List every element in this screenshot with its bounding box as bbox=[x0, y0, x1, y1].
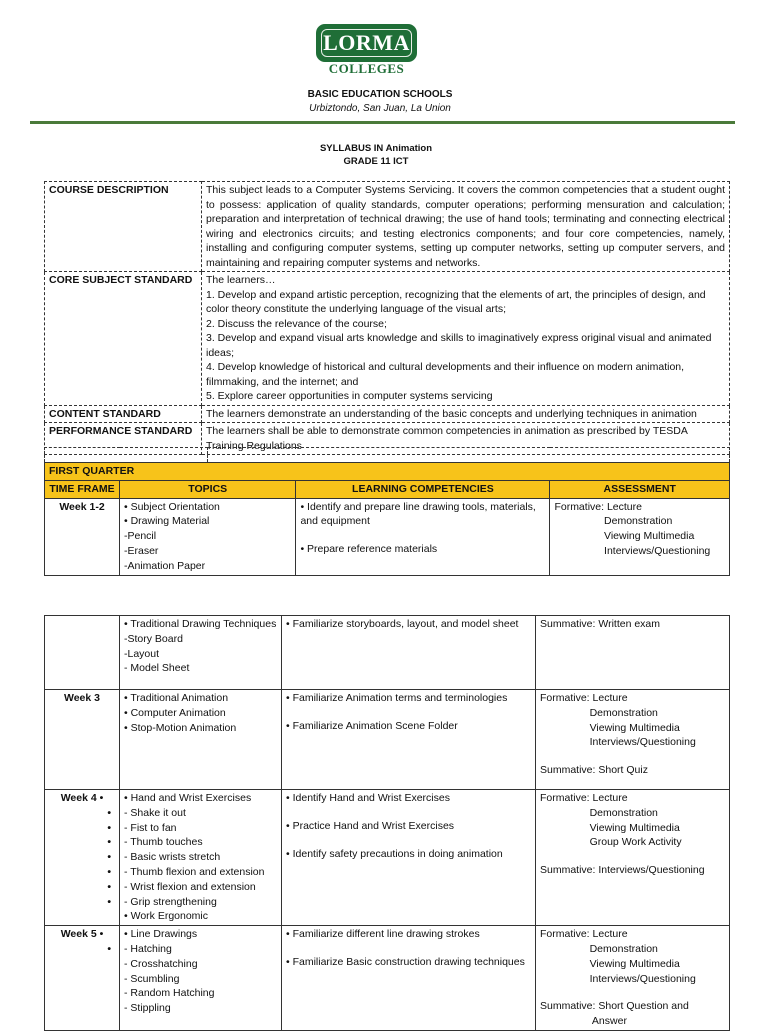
assessment-item: Answer bbox=[540, 1015, 627, 1028]
col-header-time-frame: TIME FRAME bbox=[45, 480, 120, 498]
table-row bbox=[45, 498, 730, 575]
spacer bbox=[286, 806, 531, 819]
assessment-cell bbox=[536, 926, 730, 1031]
quarter-label: FIRST QUARTER bbox=[45, 463, 730, 481]
assessment-item: Formative: Lecture bbox=[540, 692, 628, 704]
topics-cell bbox=[120, 690, 282, 790]
competency-item: • Prepare reference materials bbox=[300, 543, 438, 556]
bullet-mark: • bbox=[99, 928, 104, 941]
spacer bbox=[300, 529, 545, 542]
assessment-item: Summative: Short Question and bbox=[540, 1000, 689, 1013]
assessment-item: Viewing Multimedia bbox=[540, 957, 680, 970]
topics-cell bbox=[120, 616, 282, 690]
topic-item: - Wrist flexion and extension bbox=[124, 880, 256, 893]
topic-item: -Eraser bbox=[124, 544, 159, 557]
course-description-label: COURSE DESCRIPTION bbox=[45, 182, 202, 272]
assessment-cell bbox=[550, 498, 730, 575]
topic-item: - Hatching bbox=[124, 942, 172, 955]
topic-item: - Model Sheet bbox=[124, 662, 190, 675]
bullet-mark: • bbox=[107, 880, 111, 893]
topic-item: - Grip strengthening bbox=[124, 895, 217, 908]
assessment-item: Demonstration bbox=[540, 806, 658, 819]
bullet-mark: • bbox=[107, 836, 111, 849]
school-address: Urbiztondo, San Juan, La Union bbox=[309, 103, 451, 114]
table-row bbox=[45, 616, 730, 690]
spacer bbox=[286, 942, 531, 955]
competency-item: • Familiarize different line drawing strokes bbox=[286, 928, 480, 941]
topic-item: - Thumb flexion and extension bbox=[124, 865, 265, 878]
competencies-cell bbox=[296, 498, 550, 575]
logo-subtitle: COLLEGES bbox=[328, 61, 405, 76]
table-row bbox=[45, 790, 730, 926]
logo-text: LORMA bbox=[321, 29, 412, 57]
week-text: Week 4 bbox=[60, 792, 97, 804]
competencies-cell bbox=[282, 926, 536, 1031]
col-header-topics: TOPICS bbox=[120, 480, 296, 498]
spacer bbox=[540, 750, 725, 763]
core-standard-line: 2. Discuss the relevance of the course; bbox=[206, 317, 387, 330]
core-standard-line: 3. Develop and expand visual arts knowledge and skills to imaginatively express original visual and animated ideas; bbox=[206, 332, 712, 359]
bullet-column bbox=[49, 942, 115, 957]
topic-item: - Shake it out bbox=[124, 806, 186, 819]
syllabus-title: SYLLABUS IN Animation bbox=[319, 143, 433, 154]
assessment-item: Formative: Lecture bbox=[540, 928, 628, 941]
week-cell bbox=[45, 790, 120, 926]
bullet-mark: • bbox=[107, 851, 111, 864]
assessment-item: Viewing Multimedia bbox=[554, 530, 695, 543]
content-standard-text: The learners demonstrate an understanding of the basic concepts and underlying techniques in animation bbox=[202, 405, 730, 423]
week-label bbox=[45, 616, 120, 690]
grade-label: GRADE 11 ICT bbox=[343, 156, 409, 167]
topic-item: -Pencil bbox=[124, 530, 157, 543]
topic-item: • Drawing Material bbox=[124, 515, 210, 528]
assessment-item: Viewing Multimedia bbox=[540, 821, 680, 834]
topic-item: • Traditional Drawing Techniques bbox=[124, 618, 277, 630]
core-standard-row bbox=[45, 272, 730, 406]
col-header-assessment: ASSESSMENT bbox=[550, 480, 730, 498]
topics-cell bbox=[120, 926, 282, 1031]
content-standard-label: CONTENT STANDARD bbox=[45, 405, 202, 423]
core-standard-text bbox=[202, 272, 730, 406]
competencies-cell bbox=[282, 790, 536, 926]
core-standard-line: 5. Explore career opportunities in computer systems servicing bbox=[206, 390, 493, 402]
core-standard-label: CORE SUBJECT STANDARD bbox=[45, 272, 202, 406]
assessment-item: Summative: Written exam bbox=[540, 618, 661, 630]
header-row bbox=[45, 480, 730, 498]
topic-item: -Layout bbox=[124, 647, 160, 660]
bullet-column bbox=[49, 806, 115, 910]
competencies-cell bbox=[282, 616, 536, 690]
course-description-row bbox=[45, 182, 730, 272]
course-info-table bbox=[44, 181, 730, 455]
content-standard-row bbox=[45, 405, 730, 423]
topic-item: • Hand and Wrist Exercises bbox=[124, 792, 252, 804]
week-label: Week 3 bbox=[45, 690, 120, 790]
assessment-item: Summative: Short Quiz bbox=[540, 764, 648, 777]
topic-item: -Animation Paper bbox=[124, 559, 206, 572]
assessment-cell bbox=[536, 616, 730, 690]
assessment-item: Demonstration bbox=[540, 942, 658, 955]
topic-item: • Subject Orientation bbox=[124, 500, 220, 513]
assessment-item: Interviews/Questioning bbox=[540, 972, 696, 985]
core-standard-line: The learners… bbox=[206, 274, 276, 286]
competency-item: • Identify safety precautions in doing animation bbox=[286, 847, 503, 860]
competency-item: • Familiarize Animation terms and terminologies bbox=[286, 692, 508, 704]
core-standard-line: 1. Develop and expand artistic perception, recognizing that the elements of art, the principles of design, and color theory constitute the underlying language of the visual arts; bbox=[206, 288, 706, 315]
bullet-mark: • bbox=[107, 806, 111, 819]
spacer bbox=[286, 706, 531, 719]
topic-item: • Stop-Motion Animation bbox=[124, 721, 237, 734]
topic-item: • Traditional Animation bbox=[124, 692, 229, 704]
topic-item: - Fist to fan bbox=[124, 821, 177, 834]
course-description-text: This subject leads to a Computer Systems Servicing. It covers the common competencies that a student ought to possess: application of quality standards, computer operations; performing mensuration and calculation; preparation and interpretation of technical drawing; the use of hand tools; terminating and connecting electrical wiring and electronics circuits; and testing electronics components; and four core competencies, namely, installing and configuring computer systems, setting up computer networks, setting up computer servers, and maintaining and repairing computer systems and networks. bbox=[202, 182, 730, 272]
week-text: Week 5 bbox=[60, 928, 97, 941]
assessment-item: Formative: Lecture bbox=[540, 792, 628, 804]
topic-item: - Crosshatching bbox=[124, 957, 198, 970]
assessment-item: Interviews/Questioning bbox=[554, 544, 711, 557]
bullet-mark: • bbox=[99, 792, 104, 804]
header-divider bbox=[30, 121, 735, 124]
topic-item: • Line Drawings bbox=[124, 928, 198, 941]
topic-item: • Work Ergonomic bbox=[124, 910, 209, 923]
assessment-item: Interviews/Questioning bbox=[540, 736, 696, 749]
topic-item: - Random Hatching bbox=[124, 987, 215, 1000]
competency-item: • Practice Hand and Wrist Exercises bbox=[286, 819, 455, 832]
competencies-cell bbox=[282, 690, 536, 790]
spacer-row bbox=[45, 448, 730, 463]
performance-standard-text: The learners shall be able to demonstrate common competencies in animation as prescribed by TESDA Training Regulations bbox=[202, 423, 730, 455]
topic-item: -Story Board bbox=[124, 632, 183, 645]
assessment-item: Formative: Lecture bbox=[554, 500, 642, 513]
lorma-logo bbox=[316, 24, 417, 62]
table-row bbox=[45, 690, 730, 790]
week-cell bbox=[45, 926, 120, 1031]
week-label bbox=[49, 791, 115, 806]
topic-item: - Scumbling bbox=[124, 972, 180, 985]
bullet-mark: • bbox=[107, 895, 111, 908]
performance-standard-label: PERFORMANCE STANDARD bbox=[45, 423, 202, 455]
assessment-item: Demonstration bbox=[540, 706, 658, 719]
school-name: BASIC EDUCATION SCHOOLS bbox=[307, 89, 453, 100]
topics-cell bbox=[120, 498, 296, 575]
assessment-item: Summative: Interviews/Questioning bbox=[540, 864, 705, 877]
week-label bbox=[49, 927, 115, 942]
topic-item: - Stippling bbox=[124, 1002, 171, 1015]
bullet-mark: • bbox=[107, 821, 111, 834]
core-standard-line: 4. Develop knowledge of historical and cultural developments and their influence on modern animation, filmmaking, and the internet; and bbox=[206, 361, 685, 388]
spacer bbox=[286, 834, 531, 847]
bullet-mark: • bbox=[107, 942, 111, 955]
topic-item: - Basic wrists stretch bbox=[124, 851, 221, 864]
competency-item: • Familiarize storyboards, layout, and model sheet bbox=[286, 618, 519, 630]
competency-item: • Identify Hand and Wrist Exercises bbox=[286, 792, 450, 804]
quarter-row bbox=[45, 463, 730, 481]
competency-item: • Identify and prepare line drawing tools, materials, and equipment bbox=[300, 500, 536, 528]
assessment-item: Demonstration bbox=[554, 515, 673, 528]
spacer-cell bbox=[45, 448, 208, 463]
col-header-competencies: LEARNING COMPETENCIES bbox=[296, 480, 550, 498]
assessment-cell bbox=[536, 690, 730, 790]
first-quarter-table bbox=[44, 447, 730, 576]
assessment-item: Group Work Activity bbox=[540, 836, 682, 849]
spacer bbox=[540, 986, 725, 999]
topic-item: - Thumb touches bbox=[124, 836, 203, 849]
spacer-cell bbox=[208, 448, 730, 463]
bullet-mark: • bbox=[107, 865, 111, 878]
competency-item: • Familiarize Animation Scene Folder bbox=[286, 719, 458, 732]
assessment-cell bbox=[536, 790, 730, 926]
week-label: Week 1-2 bbox=[45, 498, 120, 575]
topic-item: • Computer Animation bbox=[124, 706, 226, 719]
spacer bbox=[540, 850, 725, 863]
table-row bbox=[45, 926, 730, 1031]
topics-cell bbox=[120, 790, 282, 926]
competency-item: • Familiarize Basic construction drawing techniques bbox=[286, 955, 525, 968]
assessment-item: Viewing Multimedia bbox=[540, 721, 680, 734]
weeks-table bbox=[44, 615, 730, 1031]
